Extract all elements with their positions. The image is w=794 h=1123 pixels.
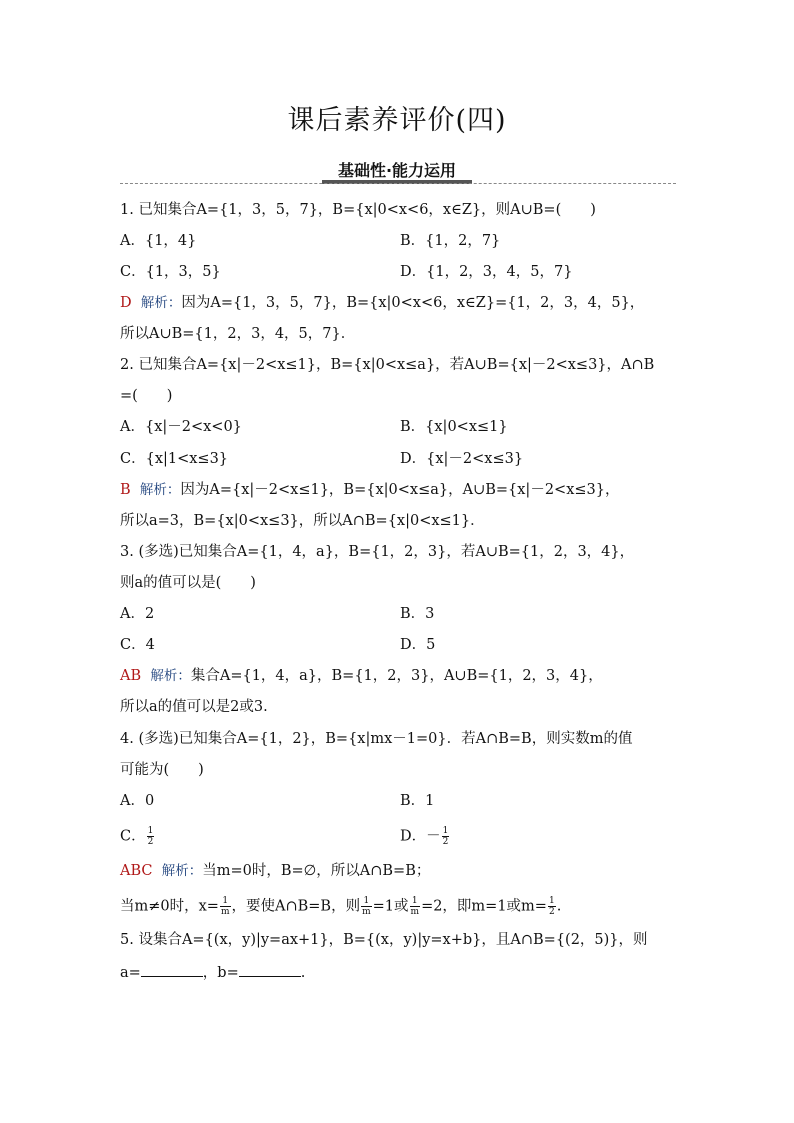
question-5-stem: 5. 设集合A={(x，y)|y=ax+1}，B={(x，y)|y=x+b}，且A∩B={(2，5)}，则 [120, 932, 648, 948]
q2-jiexi-label: 解析： [139, 482, 181, 498]
fraction-one-over-m: $\frac{1}{m}$ [410, 896, 420, 917]
q1-option-a: A．{1，4} [120, 233, 197, 249]
fraction-one-half: $\frac{1}{2}$ [147, 826, 154, 847]
q4-explanation [120, 861, 430, 881]
q2-option-d: D．{x|－2<x≤3} [400, 451, 524, 467]
page-title: 课后素养评价(四) [287, 105, 507, 136]
q3-option-c: C．4 [120, 637, 155, 653]
question-3-stem: 3. (多选)已知集合A={1，4，a}，B={1，2，3}，若A∪B={1，2，3，4}， [120, 544, 635, 560]
q1-option-c: C．{1，3，5} [120, 264, 221, 280]
q4-jiexi-label: 解析： [161, 863, 203, 879]
question-1-stem: 1. 已知集合A={1，3，5，7}，B={x|0<x<6，x∈Z}，则A∪B=( ) [120, 202, 596, 218]
q3-option-b: B．3 [400, 606, 435, 622]
q1-explanation [120, 293, 644, 313]
q4-explanation-2: 当m≠0时，x= $\frac{1}{m}$ ，要使A∩B=B，则 $\frac{1}{m}$ =1或 $\frac{1}{m}$ =2，即m=1或m= $\frac{1}{2}$ . [120, 896, 562, 917]
q3-explanation-text: 集合A={1，4，a}，B={1，2，3}，A∪B={1，2，3，4}， [190, 668, 603, 684]
q4-option-c [120, 826, 155, 847]
q3-answer: AB [120, 668, 142, 684]
q4-answer: ABC [120, 863, 153, 879]
q4-option-d [400, 826, 450, 847]
q4-option-a: A．0 [120, 793, 155, 809]
question-4-stem: 4. (多选)已知集合A={1，2}，B={x|mx－1=0}．若A∩B=B，则实数m的值 [120, 731, 633, 747]
q4-option-d-label: D．－ [400, 828, 441, 845]
q2-explanation-2: 所以a=3，B={x|0<x≤3}，所以A∩B={x|0<x≤1}． [120, 513, 485, 529]
q3-jiexi-label: 解析： [150, 668, 191, 684]
fraction-one-half: $\frac{1}{2}$ [548, 896, 555, 917]
q2-explanation [120, 480, 619, 500]
question-3-stem-cont: 则a的值可以是( ) [120, 575, 256, 591]
q1-explanation-text: 因为A={1，3，5，7}，B={x|0<x<6，x∈Z}={1，2，3，4，5}， [181, 295, 645, 311]
q1-jiexi-label: 解析： [140, 295, 182, 311]
q1-answer: D [120, 295, 132, 311]
q3-explanation-2: 所以a的值可以是2或3. [120, 699, 268, 715]
fraction-one-over-m: $\frac{1}{m}$ [362, 896, 371, 917]
section-divider [120, 183, 676, 184]
q1-option-b: B．{1，2，7} [400, 233, 501, 249]
answer-blank-b[interactable] [239, 962, 301, 977]
q2-option-a: A．{x|－2<x<0} [120, 419, 242, 435]
q2-option-c: C．{x|1<x≤3} [120, 451, 229, 467]
q1-explanation-2: 所以A∪B={1，2，3，4，5，7}． [120, 326, 356, 342]
q1-option-d: D．{1，2，3，4，5，7} [400, 264, 573, 280]
q4-option-c-label: C． [120, 828, 146, 845]
q2-option-b: B．{x|0<x≤1} [400, 419, 508, 435]
fraction-one-half: $\frac{1}{2}$ [442, 826, 449, 847]
q4-explanation-text: 当m=0时，B=∅，所以A∩B=B； [202, 863, 431, 879]
question-2-stem-cont: =( ) [120, 388, 173, 404]
fraction-one-over-m: $\frac{1}{m}$ [220, 896, 230, 917]
question-2-stem: 2. 已知集合A={x|－2<x≤1}，B={x|0<x≤a}，若A∪B={x|－2<x≤3}，A∩B [120, 357, 655, 373]
answer-blank-a[interactable] [141, 962, 203, 977]
section-heading: 基础性·能力运用 [337, 161, 457, 180]
q3-option-a: A．2 [120, 606, 155, 622]
q2-answer: B [120, 482, 131, 498]
q2-explanation-text: 因为A={x|－2<x≤1}，B={x|0<x≤a}，A∪B={x|－2<x≤3}， [180, 482, 620, 498]
q3-option-d: D．5 [400, 637, 436, 653]
question-4-stem-cont: 可能为( ) [120, 762, 204, 778]
q4-option-b: B．1 [400, 793, 435, 809]
q3-explanation [120, 666, 603, 686]
question-5-blanks: a= ，b= . [120, 962, 305, 983]
